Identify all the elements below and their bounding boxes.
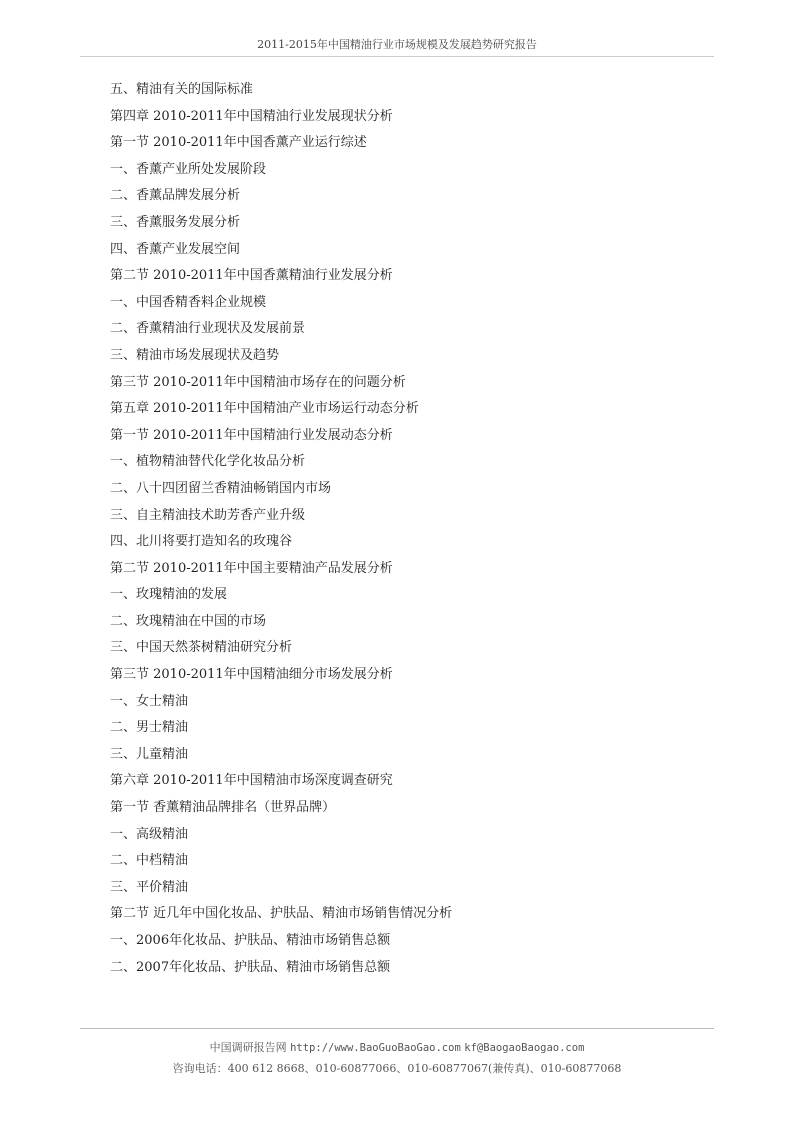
toc-item: 三、中国天然茶树精油研究分析 xyxy=(110,640,293,656)
table-of-contents xyxy=(110,80,710,984)
toc-item: 第一节 2010-2011年中国精油行业发展动态分析 xyxy=(110,427,393,443)
toc-item: 一、植物精油替代化学化妆品分析 xyxy=(110,454,306,470)
toc-item: 一、中国香精香料企业规模 xyxy=(110,294,267,310)
toc-item: 三、平价精油 xyxy=(110,879,189,895)
footer-divider xyxy=(80,1028,714,1029)
toc-item: 第一节 香薰精油品牌排名（世界品牌） xyxy=(110,800,336,816)
toc-item: 二、中档精油 xyxy=(110,853,189,869)
toc-item: 第二节 2010-2011年中国香薰精油行业发展分析 xyxy=(110,268,393,284)
toc-item: 二、香薰品牌发展分析 xyxy=(110,188,241,204)
toc-item: 第三节 2010-2011年中国精油市场存在的问题分析 xyxy=(110,374,406,390)
footer-phone-line xyxy=(0,1061,794,1082)
page-footer xyxy=(0,1040,794,1082)
footer-phone: 咨询电话：400 612 8668、010-60877066、010-60877067(兼传真)、010-60877068 xyxy=(172,1062,622,1075)
toc-item: 第六章 2010-2011年中国精油市场深度调查研究 xyxy=(110,773,393,789)
toc-item: 第一节 2010-2011年中国香薰产业运行综述 xyxy=(110,135,367,151)
toc-item: 第五章 2010-2011年中国精油产业市场运行动态分析 xyxy=(110,401,419,417)
toc-item: 五、精油有关的国际标准 xyxy=(110,82,254,97)
toc-item: 第三节 2010-2011年中国精油细分市场发展分析 xyxy=(110,667,393,683)
toc-item: 二、男士精油 xyxy=(110,720,189,736)
footer-email-link[interactable]: kf@BaogaoBaogao.com xyxy=(464,1042,585,1054)
toc-item: 三、香薰服务发展分析 xyxy=(110,214,241,230)
toc-item: 二、八十四团留兰香精油畅销国内市场 xyxy=(110,480,332,496)
footer-url-link[interactable]: http://www.BaoGuoBaoGao.com xyxy=(290,1042,461,1054)
toc-item: 一、高级精油 xyxy=(110,826,189,842)
footer-contact-line xyxy=(0,1040,794,1061)
toc-item: 一、玫瑰精油的发展 xyxy=(110,587,228,603)
toc-item: 二、玫瑰精油在中国的市场 xyxy=(110,613,267,629)
toc-item: 第二节 2010-2011年中国主要精油产品发展分析 xyxy=(110,560,393,576)
header-title: 2011-2015年中国精油行业市场规模及发展趋势研究报告 xyxy=(257,38,537,51)
footer-site-name: 中国调研报告网 xyxy=(209,1041,287,1054)
toc-item: 二、香薰精油行业现状及发展前景 xyxy=(110,321,306,337)
toc-item: 第四章 2010-2011年中国精油行业发展现状分析 xyxy=(110,108,393,124)
toc-item: 一、女士精油 xyxy=(110,693,189,709)
toc-item: 四、北川将要打造知名的玫瑰谷 xyxy=(110,534,293,550)
toc-item: 三、精油市场发展现状及趋势 xyxy=(110,347,280,363)
toc-item: 二、2007年化妆品、护肤品、精油市场销售总额 xyxy=(110,959,391,975)
toc-item: 一、2006年化妆品、护肤品、精油市场销售总额 xyxy=(110,933,391,948)
toc-item: 三、自主精油技术助芳香产业升级 xyxy=(110,507,306,523)
toc-item: 三、儿童精油 xyxy=(110,746,189,762)
toc-item: 四、香薰产业发展空间 xyxy=(110,241,241,257)
toc-item: 一、香薰产业所处发展阶段 xyxy=(110,161,267,177)
toc-item: 第二节 近几年中国化妆品、护肤品、精油市场销售情况分析 xyxy=(110,906,453,922)
page-header xyxy=(80,36,714,57)
